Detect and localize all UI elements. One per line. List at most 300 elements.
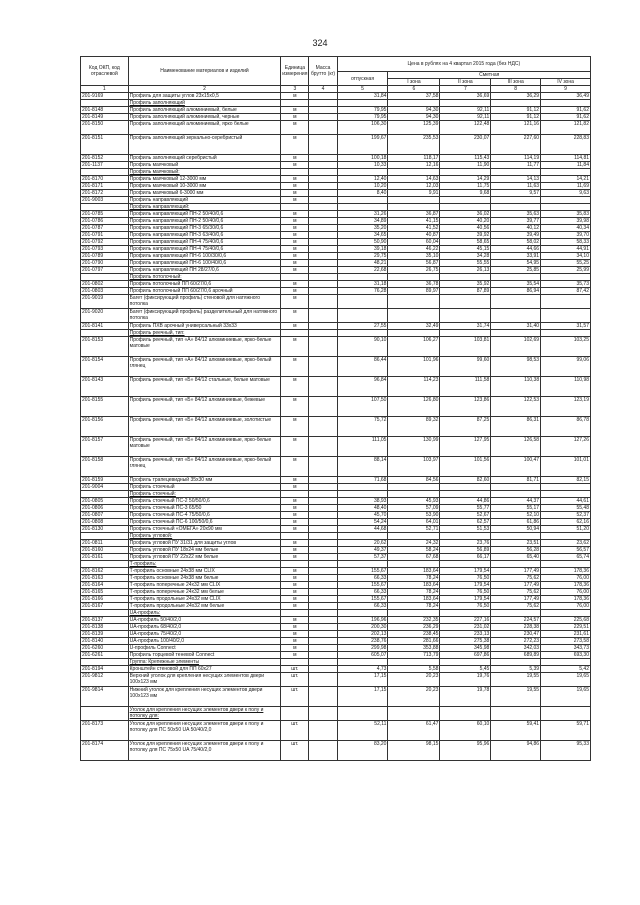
zone3-price-cell: 19,55 <box>491 673 541 687</box>
unit-cell: м <box>281 582 309 589</box>
zone1-price-cell: 53,90 <box>388 512 440 519</box>
zone2-price-cell <box>440 309 491 323</box>
zone3-price-cell: 122,53 <box>491 397 541 417</box>
zone3-price-cell: 58,02 <box>491 239 541 246</box>
mass-cell <box>309 218 337 225</box>
mass-cell <box>309 582 337 589</box>
zone1-price-cell: 12,03 <box>388 183 440 190</box>
zone3-price-cell: 75,62 <box>491 603 541 610</box>
release-price-cell: 155,67 <box>337 596 388 603</box>
zone1-price-cell: 114,23 <box>388 377 440 397</box>
zone2-price-cell <box>440 484 491 491</box>
code-cell: 201-8130 <box>81 526 129 533</box>
mass-cell <box>309 477 337 484</box>
release-price-cell <box>337 169 388 176</box>
zone4-price-cell: 228,83 <box>541 135 591 155</box>
release-price-cell: 200,30 <box>337 624 388 631</box>
zone2-price-cell: 26,13 <box>440 267 491 274</box>
code-cell: 201-8151 <box>81 135 129 155</box>
name-cell: Верхний уголок для крепления несущих элементов двери 100х123 мм <box>128 673 281 687</box>
zone3-price-cell: 65,40 <box>491 554 541 561</box>
table-row <box>81 673 591 687</box>
zone1-price-cell <box>388 707 440 721</box>
header-estimate-price: Сметная <box>388 72 591 79</box>
mass-cell <box>309 93 337 100</box>
table-row <box>81 211 591 218</box>
table-row <box>81 417 591 437</box>
unit-cell: м <box>281 253 309 260</box>
zone4-price-cell: 121,82 <box>541 121 591 135</box>
zone2-price-cell: 40,56 <box>440 225 491 232</box>
name-cell: Нижний уголок для крепления несущих элементов двери 100х123 мм <box>128 687 281 707</box>
zone4-price-cell: 87,42 <box>541 288 591 295</box>
zone2-price-cell: 52,67 <box>440 512 491 519</box>
zone4-price-cell: 62,16 <box>541 519 591 526</box>
zone3-price-cell: 86,94 <box>491 288 541 295</box>
name-cell: UA-профиль 100/40/2,0 <box>128 638 281 645</box>
release-price-cell: 52,11 <box>337 721 388 741</box>
mass-cell <box>309 533 337 540</box>
zone3-price-cell <box>491 610 541 617</box>
release-price-cell <box>337 533 388 540</box>
release-price-cell <box>337 707 388 721</box>
zone2-price-cell: 39,92 <box>440 232 491 239</box>
name-cell: Профиль стоечный: <box>128 491 281 498</box>
name-cell: Профиль потолочный: <box>128 274 281 281</box>
zone2-price-cell: 11,90 <box>440 162 491 169</box>
code-cell: 201-9814 <box>81 687 129 707</box>
zone4-price-cell <box>541 204 591 211</box>
zone3-price-cell <box>491 309 541 323</box>
code-cell: 201-8137 <box>81 617 129 624</box>
code-cell: 201-8172 <box>81 190 129 197</box>
mass-cell <box>309 666 337 673</box>
code-cell: 201-9003 <box>81 197 129 204</box>
mass-cell <box>309 519 337 526</box>
unit-cell <box>281 707 309 721</box>
zone1-price-cell: 103,97 <box>388 457 440 477</box>
unit-cell <box>281 533 309 540</box>
name-cell: Профиль стоечный «ОМЕГА» 20х90 мм <box>128 526 281 533</box>
mass-cell <box>309 512 337 519</box>
code-cell <box>81 169 129 176</box>
section-header-row <box>81 169 591 176</box>
mass-cell <box>309 540 337 547</box>
release-price-cell <box>337 659 388 666</box>
zone1-price-cell: 40,87 <box>388 232 440 239</box>
zone3-price-cell: 91,12 <box>491 114 541 121</box>
zone4-price-cell: 76,00 <box>541 603 591 610</box>
zone3-price-cell: 31,40 <box>491 323 541 330</box>
mass-cell <box>309 417 337 437</box>
zone4-price-cell: 114,81 <box>541 155 591 162</box>
zone4-price-cell <box>541 295 591 309</box>
zone3-price-cell: 121,16 <box>491 121 541 135</box>
zone2-price-cell: 58,65 <box>440 239 491 246</box>
zone4-price-cell: 229,51 <box>541 624 591 631</box>
code-cell: 201-8141 <box>81 323 129 330</box>
code-cell: 201-8154 <box>81 357 129 377</box>
code-cell: 201-8143 <box>81 377 129 397</box>
zone4-price-cell: 14,21 <box>541 176 591 183</box>
name-cell: Т-профиль поперечные 24х32 мм CLIX <box>128 582 281 589</box>
mass-cell <box>309 575 337 582</box>
zone3-price-cell: 102,69 <box>491 337 541 357</box>
code-cell: 201-8149 <box>81 114 129 121</box>
mass-cell <box>309 281 337 288</box>
zone4-price-cell: 65,74 <box>541 554 591 561</box>
unit-cell: м <box>281 603 309 610</box>
zone4-price-cell: 178,36 <box>541 568 591 575</box>
zone2-price-cell: 60,10 <box>440 721 491 741</box>
name-cell: Багет (фиксирующий профиль) стеновой для натяжного потолка <box>128 295 281 309</box>
unit-cell: м <box>281 540 309 547</box>
table-row <box>81 603 591 610</box>
unit-cell: м <box>281 547 309 554</box>
zone3-price-cell: 5,39 <box>491 666 541 673</box>
code-cell: 201-8170 <box>81 176 129 183</box>
column-number: 7 <box>440 86 491 93</box>
mass-cell <box>309 484 337 491</box>
name-cell: Т-профиль основные 24х38 мм белые <box>128 575 281 582</box>
zone1-price-cell <box>388 204 440 211</box>
name-cell: Профиль заполняющий алюминиевый, белые <box>128 107 281 114</box>
zone2-price-cell: 345,98 <box>440 645 491 652</box>
zone2-price-cell: 179,54 <box>440 596 491 603</box>
zone3-price-cell <box>491 169 541 176</box>
name-cell: Профиль реечный, тип: <box>128 330 281 337</box>
zone3-price-cell: 75,62 <box>491 575 541 582</box>
unit-cell <box>281 330 309 337</box>
code-cell: 201-8153 <box>81 337 129 357</box>
code-cell: 201-0802 <box>81 281 129 288</box>
code-cell <box>81 707 129 721</box>
name-cell: Профиль угловой ПУ 18х24 мм белые <box>128 547 281 554</box>
release-price-cell: 57,37 <box>337 554 388 561</box>
table-row <box>81 232 591 239</box>
name-cell: Профиль потолочный ПП 60/27/0,6 <box>128 281 281 288</box>
table-row <box>81 652 591 659</box>
mass-cell <box>309 357 337 377</box>
mass-cell <box>309 295 337 309</box>
zone1-price-cell <box>388 491 440 498</box>
zone4-price-cell: 23,62 <box>541 540 591 547</box>
zone3-price-cell: 114,19 <box>491 155 541 162</box>
code-cell: 201-9019 <box>81 295 129 309</box>
zone4-price-cell: 178,36 <box>541 596 591 603</box>
mass-cell <box>309 610 337 617</box>
release-price-cell: 196,96 <box>337 617 388 624</box>
zone3-price-cell: 75,62 <box>491 589 541 596</box>
unit-cell: м <box>281 337 309 357</box>
code-cell: 201-6261 <box>81 652 129 659</box>
code-cell <box>81 204 129 211</box>
table-row <box>81 107 591 114</box>
code-cell: 201-0811 <box>81 540 129 547</box>
table-row <box>81 357 591 377</box>
release-price-cell: 90,10 <box>337 337 388 357</box>
zone4-price-cell: 273,58 <box>541 638 591 645</box>
header-zone-1: I зона <box>388 79 440 86</box>
zone1-price-cell: 67,68 <box>388 554 440 561</box>
zone3-price-cell: 25,85 <box>491 267 541 274</box>
zone4-price-cell: 25,99 <box>541 267 591 274</box>
zone4-price-cell: 44,61 <box>541 498 591 505</box>
zone3-price-cell <box>491 204 541 211</box>
mass-cell <box>309 121 337 135</box>
zone2-price-cell: 95,96 <box>440 741 491 761</box>
release-price-cell <box>337 100 388 107</box>
header-zone-4: IV зона <box>541 79 591 86</box>
zone1-price-cell: 106,27 <box>388 337 440 357</box>
zone2-price-cell: 31,74 <box>440 323 491 330</box>
code-cell: 201-8155 <box>81 397 129 417</box>
zone2-price-cell <box>440 610 491 617</box>
zone3-price-cell: 54,95 <box>491 260 541 267</box>
release-price-cell: 111,05 <box>337 437 388 457</box>
zone2-price-cell: 123,86 <box>440 397 491 417</box>
zone3-price-cell: 110,38 <box>491 377 541 397</box>
mass-cell <box>309 617 337 624</box>
zone2-price-cell <box>440 659 491 666</box>
table-row <box>81 93 591 100</box>
mass-cell <box>309 638 337 645</box>
mass-cell <box>309 337 337 357</box>
zone1-price-cell: 41,15 <box>388 218 440 225</box>
name-cell: Профиль направляющий: <box>128 204 281 211</box>
release-price-cell: 48,21 <box>337 260 388 267</box>
zone4-price-cell <box>541 274 591 281</box>
table-row <box>81 484 591 491</box>
zone3-price-cell: 11,77 <box>491 162 541 169</box>
release-price-cell: 199,67 <box>337 135 388 155</box>
zone4-price-cell: 51,20 <box>541 526 591 533</box>
zone4-price-cell: 91,62 <box>541 107 591 114</box>
zone1-price-cell: 126,80 <box>388 397 440 417</box>
release-price-cell: 22,68 <box>337 267 388 274</box>
table-row <box>81 239 591 246</box>
mass-cell <box>309 505 337 512</box>
mass-cell <box>309 323 337 330</box>
release-price-cell: 66,33 <box>337 589 388 596</box>
zone2-price-cell: 51,53 <box>440 526 491 533</box>
release-price-cell: 66,33 <box>337 603 388 610</box>
code-cell: 201-0787 <box>81 225 129 232</box>
table-row <box>81 596 591 603</box>
code-cell: 201-8166 <box>81 596 129 603</box>
unit-cell: м <box>281 484 309 491</box>
release-price-cell: 155,67 <box>337 582 388 589</box>
mass-cell <box>309 309 337 323</box>
name-cell: Профиль направляющий ПН-3 63/40/0,6 <box>128 232 281 239</box>
page-number: 324 <box>312 38 328 48</box>
name-cell: UA-профиль 50/40/2,0 <box>128 617 281 624</box>
zone4-price-cell <box>541 533 591 540</box>
zone1-price-cell: 35,10 <box>388 253 440 260</box>
name-cell: Профиль реечный, тип «Б» 84/12 алюминиевые, ярко-белый глянец <box>128 457 281 477</box>
zone2-price-cell: 76,50 <box>440 603 491 610</box>
unit-cell <box>281 169 309 176</box>
table-row <box>81 519 591 526</box>
section-header-row <box>81 330 591 337</box>
unit-cell: м <box>281 288 309 295</box>
zone3-price-cell <box>491 330 541 337</box>
name-cell: Кронштейн стеновой для ПП 60х27 <box>128 666 281 673</box>
name-cell: Профиль реечный, тип «Б» 84/12 алюминиевые, ярко-белые матовые <box>128 437 281 457</box>
table-row <box>81 225 591 232</box>
zone3-price-cell: 44,66 <box>491 246 541 253</box>
zone1-price-cell: 78,24 <box>388 589 440 596</box>
release-price-cell: 44,68 <box>337 526 388 533</box>
zone2-price-cell <box>440 204 491 211</box>
zone2-price-cell: 122,48 <box>440 121 491 135</box>
release-price-cell: 86,44 <box>337 357 388 377</box>
zone4-price-cell <box>541 484 591 491</box>
mass-cell <box>309 114 337 121</box>
zone1-price-cell: 353,88 <box>388 645 440 652</box>
code-cell: 201-0792 <box>81 239 129 246</box>
column-number: 1 <box>81 86 129 93</box>
header-unit: Единица измерения <box>281 57 309 86</box>
name-cell: Профиль направляющий ПН 28/27/0,6 <box>128 267 281 274</box>
table-row <box>81 582 591 589</box>
mass-cell <box>309 267 337 274</box>
zone1-price-cell: 20,23 <box>388 673 440 687</box>
release-price-cell: 20,62 <box>337 540 388 547</box>
zone2-price-cell: 55,77 <box>440 505 491 512</box>
table-row <box>81 457 591 477</box>
release-price-cell: 17,15 <box>337 673 388 687</box>
name-cell: Профиль для защиты углов 23х15х0,5 <box>128 93 281 100</box>
zone3-price-cell: 14,13 <box>491 176 541 183</box>
table-row <box>81 323 591 330</box>
release-price-cell: 54,24 <box>337 519 388 526</box>
zone1-price-cell: 84,56 <box>388 477 440 484</box>
name-cell: Профиль реечный, тип «А» 84/12 алюминиевые, ярко-белый глянец <box>128 357 281 377</box>
table-row <box>81 253 591 260</box>
release-price-cell: 96,84 <box>337 377 388 397</box>
zone4-price-cell: 31,57 <box>541 323 591 330</box>
zone1-price-cell: 45,93 <box>388 498 440 505</box>
code-cell: 201-8138 <box>81 624 129 631</box>
zone1-price-cell: 9,91 <box>388 190 440 197</box>
zone1-price-cell: 32,49 <box>388 323 440 330</box>
zone2-price-cell: 275,38 <box>440 638 491 645</box>
code-cell: 201-0803 <box>81 288 129 295</box>
zone4-price-cell: 178,36 <box>541 582 591 589</box>
name-cell: Профиль заполняющий серебристый <box>128 155 281 162</box>
release-price-cell: 50,90 <box>337 239 388 246</box>
zone2-price-cell: 62,57 <box>440 519 491 526</box>
table-row <box>81 477 591 484</box>
release-price-cell <box>337 561 388 568</box>
code-cell: 201-0791 <box>81 232 129 239</box>
release-price-cell: 45,70 <box>337 512 388 519</box>
unit-cell: м <box>281 93 309 100</box>
code-cell: 201-8165 <box>81 589 129 596</box>
name-cell: Профиль угловой: <box>128 533 281 540</box>
zone1-price-cell: 57,09 <box>388 505 440 512</box>
unit-cell: м <box>281 498 309 505</box>
release-price-cell <box>337 610 388 617</box>
release-price-cell: 71,68 <box>337 477 388 484</box>
zone1-price-cell: 118,17 <box>388 155 440 162</box>
zone4-price-cell: 56,57 <box>541 547 591 554</box>
zone2-price-cell: 76,50 <box>440 589 491 596</box>
zone4-price-cell: 58,33 <box>541 239 591 246</box>
column-number: 5 <box>337 86 388 93</box>
zone2-price-cell: 111,58 <box>440 377 491 397</box>
release-price-cell: 27,55 <box>337 323 388 330</box>
code-cell: 201-9020 <box>81 309 129 323</box>
section-header-row <box>81 274 591 281</box>
table-row <box>81 575 591 582</box>
zone4-price-cell: 91,62 <box>541 114 591 121</box>
header-zone-3: III зона <box>491 79 541 86</box>
release-price-cell: 49,37 <box>337 547 388 554</box>
unit-cell <box>281 204 309 211</box>
table-row <box>81 687 591 707</box>
zone3-price-cell: 227,60 <box>491 135 541 155</box>
zone1-price-cell: 236,29 <box>388 624 440 631</box>
code-cell: 201-0786 <box>81 218 129 225</box>
mass-cell <box>309 190 337 197</box>
zone3-price-cell: 39,49 <box>491 232 541 239</box>
name-cell: Профиль реечный, тип «Б» 84/12 алюминиевые, бежевые <box>128 397 281 417</box>
unit-cell: м <box>281 596 309 603</box>
code-cell <box>81 659 129 666</box>
mass-cell <box>309 645 337 652</box>
release-price-cell: 12,40 <box>337 176 388 183</box>
unit-cell: м <box>281 457 309 477</box>
mass-cell <box>309 135 337 155</box>
name-cell: UA-профиль 68/40/2,0 <box>128 624 281 631</box>
release-price-cell: 605,07 <box>337 652 388 659</box>
release-price-cell: 31,26 <box>337 211 388 218</box>
header-release-price: отпускная <box>337 72 388 86</box>
zone1-price-cell: 713,79 <box>388 652 440 659</box>
zone4-price-cell <box>541 707 591 721</box>
name-cell: Профиль стоечный ПС-4 75/50/0,6 <box>128 512 281 519</box>
unit-cell: м <box>281 239 309 246</box>
name-cell: Профиль трапецевидный 35х30 мм <box>128 477 281 484</box>
name-cell: Профиль стоечный ПС-2 50/50/0,6 <box>128 498 281 505</box>
code-cell: 201-0797 <box>81 267 129 274</box>
release-price-cell <box>337 309 388 323</box>
mass-cell <box>309 589 337 596</box>
name-cell: Профиль торцевой теневой Connect <box>128 652 281 659</box>
release-price-cell: 88,14 <box>337 457 388 477</box>
zone3-price-cell: 39,77 <box>491 218 541 225</box>
zone3-price-cell: 98,53 <box>491 357 541 377</box>
zone4-price-cell: 99,06 <box>541 357 591 377</box>
zone2-price-cell <box>440 274 491 281</box>
release-price-cell: 238,76 <box>337 638 388 645</box>
zone4-price-cell: 34,10 <box>541 253 591 260</box>
unit-cell: м <box>281 323 309 330</box>
mass-cell <box>309 288 337 295</box>
zone4-price-cell <box>541 561 591 568</box>
table-row <box>81 121 591 135</box>
table-row <box>81 617 591 624</box>
zone4-price-cell: 103,25 <box>541 337 591 357</box>
code-cell <box>81 330 129 337</box>
name-cell: Профиль направляющий ПН-4 75/40/0,6 <box>128 239 281 246</box>
name-cell: Уголок для крепления несущих элементов двери к полу и потолку для ПС 75х50 UA 75/40/2,0 <box>128 741 281 761</box>
release-price-cell <box>337 197 388 204</box>
zone4-price-cell: 52,37 <box>541 512 591 519</box>
name-cell: Профиль маячковый <box>128 162 281 169</box>
